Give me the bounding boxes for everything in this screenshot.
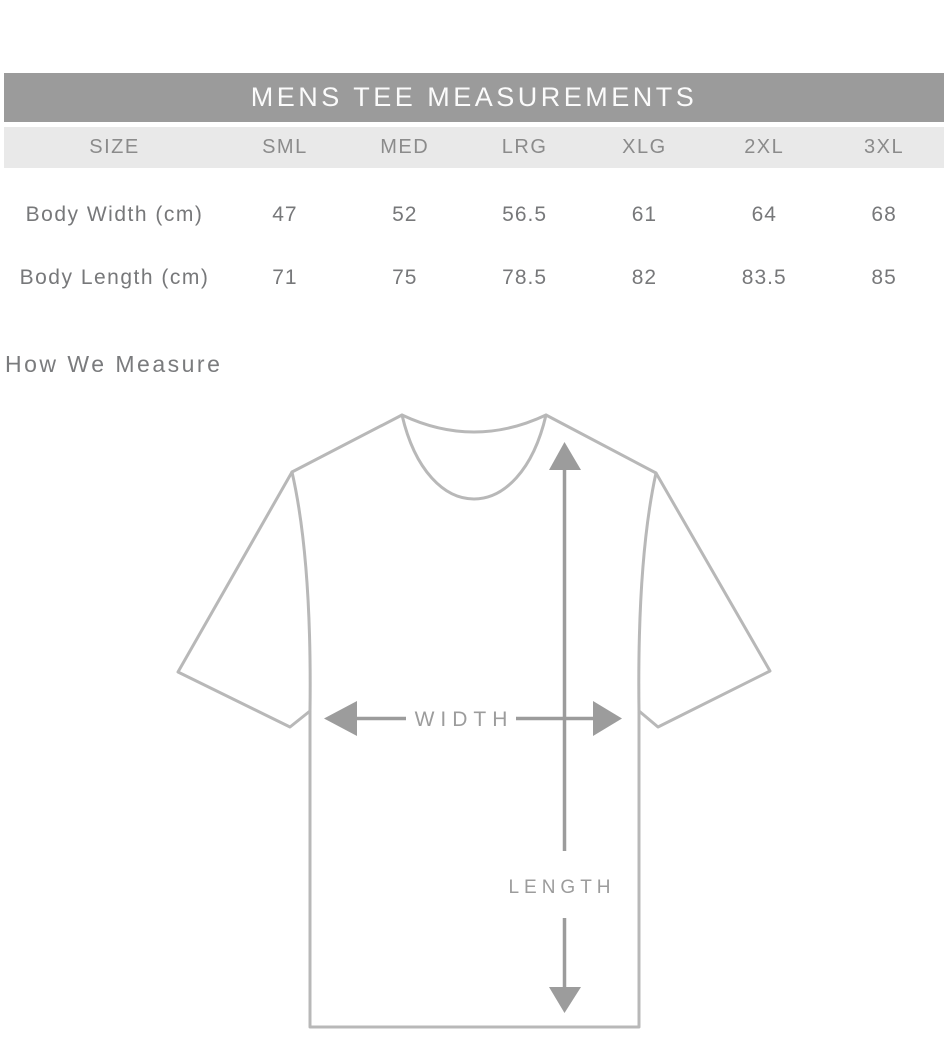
table-title: MENS TEE MEASUREMENTS (250, 82, 698, 112)
column-header-med: MED (380, 136, 430, 158)
tshirt-diagram-svg (0, 400, 948, 1042)
body-width-3xl: 68 (871, 203, 897, 226)
column-header-lrg: LRG (501, 136, 548, 158)
table-column-header-row (4, 127, 944, 168)
body-width-med: 52 (392, 203, 418, 226)
table-row-body-width (4, 190, 944, 240)
body-length-3xl: 85 (871, 266, 897, 289)
width-label: WIDTH (414, 708, 514, 731)
how-we-measure-heading: How We Measure (5, 351, 223, 377)
length-label: LENGTH (508, 877, 616, 898)
table-row-body-length (4, 253, 944, 303)
body-length-xlg: 82 (631, 266, 658, 289)
column-header-xlg: XLG (622, 136, 667, 158)
column-header-3xl: 3XL (864, 136, 905, 158)
column-header-sml: SML (262, 136, 308, 158)
body-width-xlg: 61 (631, 203, 658, 226)
body-width-sml: 47 (272, 203, 298, 226)
body-length-med: 75 (392, 266, 418, 289)
tshirt-measure-diagram (0, 400, 948, 1042)
row-label-body-length: Body Length (cm) (19, 266, 210, 289)
body-width-lrg: 56.5 (502, 203, 548, 226)
body-width-2xl: 64 (751, 203, 777, 226)
body-length-sml: 71 (272, 266, 298, 289)
body-length-lrg: 78.5 (502, 266, 548, 289)
body-length-2xl: 83.5 (741, 266, 787, 289)
row-label-body-width: Body Width (cm) (25, 203, 204, 226)
table-title-bar (4, 73, 944, 122)
column-header-size: SIZE (89, 136, 140, 158)
column-header-2xl: 2XL (744, 136, 785, 158)
